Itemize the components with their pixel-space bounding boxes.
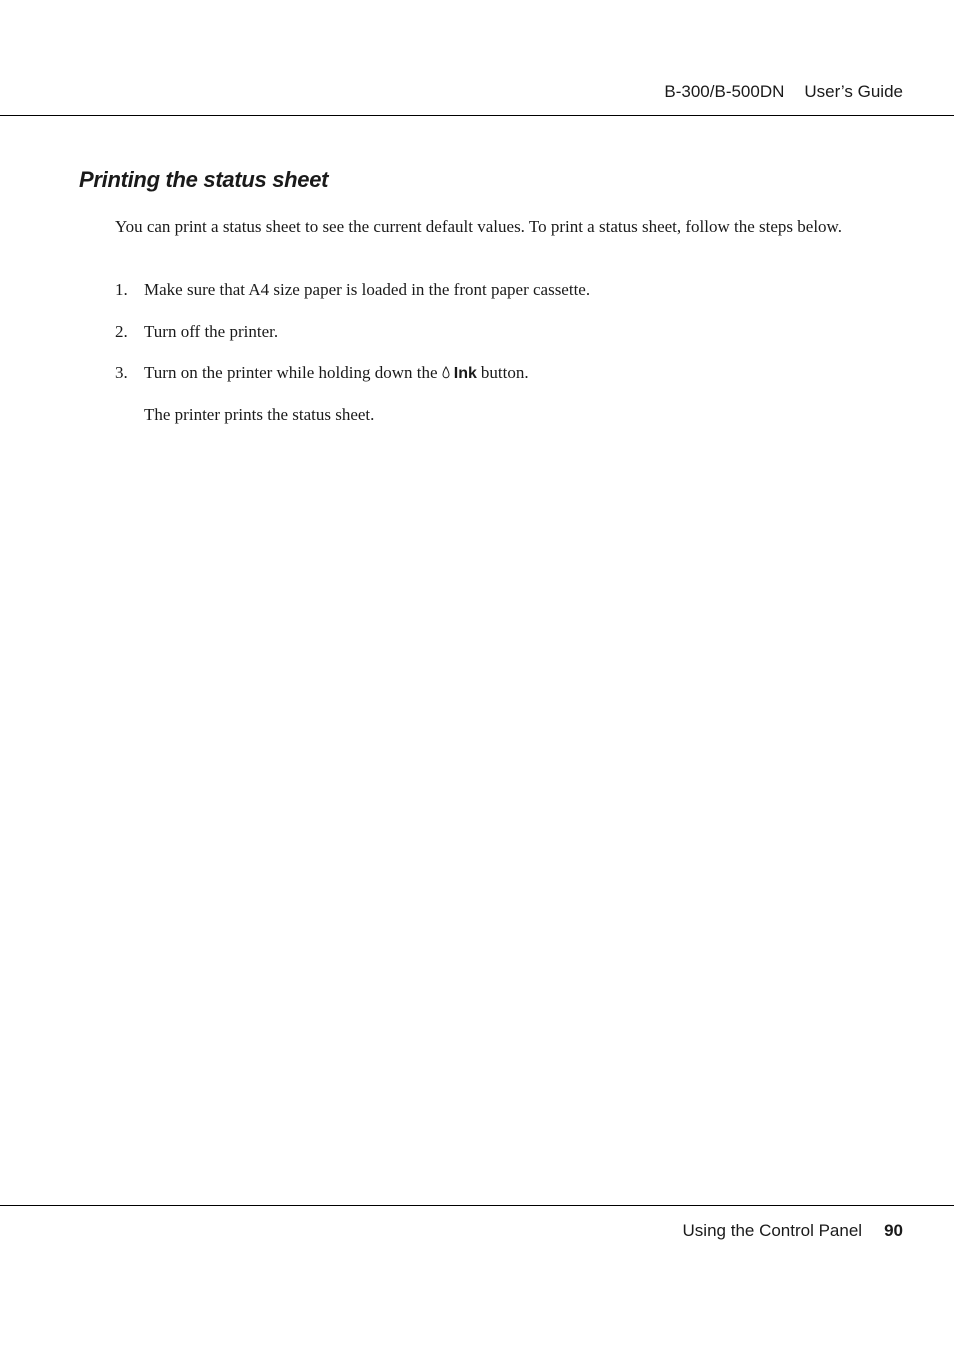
footer-rule (0, 1205, 954, 1206)
header-rule (0, 115, 954, 116)
step-item (115, 362, 860, 384)
ink-button-label: Ink (453, 365, 477, 382)
section-title: Printing the status sheet (79, 167, 329, 192)
step-result: The printer prints the status sheet. (144, 405, 375, 424)
header-guide-title: User’s Guide (804, 82, 903, 101)
step-item (115, 279, 860, 300)
page-number: 90 (884, 1221, 903, 1240)
step-text-after: button. (480, 363, 529, 382)
step-text: Make sure that A4 size paper is loaded in the front paper cassette. (144, 280, 591, 299)
step-number: 3. (115, 363, 128, 382)
ink-drop-icon (442, 366, 450, 379)
page-footer (683, 1221, 903, 1241)
header-model: B-300/B-500DN (664, 82, 785, 101)
step-text-before: Turn on the printer while holding down the (144, 363, 438, 382)
intro-paragraph: You can print a status sheet to see the current default values. To print a status sheet, follow the steps below. (115, 217, 842, 236)
step-text: Turn off the printer. (144, 322, 279, 341)
step-number: 1. (115, 280, 128, 299)
page-header (664, 82, 903, 102)
step-number: 2. (115, 322, 128, 341)
step-item (115, 321, 860, 342)
footer-section-name: Using the Control Panel (682, 1221, 863, 1240)
